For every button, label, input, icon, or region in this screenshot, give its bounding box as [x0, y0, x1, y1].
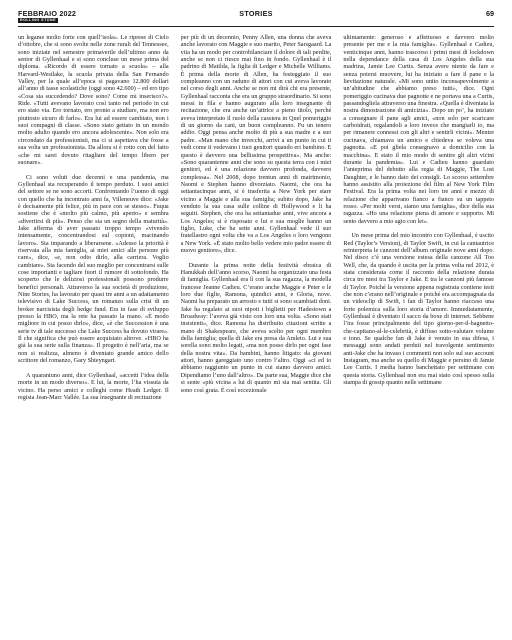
paragraph: un legame molto forte con quell’isola». Le riprese di Cielo d’ottobre, che si sono svolte nelle zone rurali del Tennessee, sono iniziate nel semestre primaverile dell’ultimo anno da senior di Gyllenhaal e si sono concluse un mese prima del diploma. «Ricordo di essere tornato a scuola» – alla Harvard-Westlake, la scuola privata della San Fernando Valley, per la quale all’epoca si pagavano 12.800 dollari all’anno di tasse scolastiche (oggi sono 42.600) – ed ero tipo «Cosa sta succedendo? Dove sono? Come mi inserisco?». Ride. «Tutti avevano lavorato così tanto nel periodo in cui ero stato via. Ero tornato, ero pronto a studiare, ma non ero piuttosto sicuro di farlo». Era lui ad essere cambiato, non i suoi compagni di classe. «Sono stato gettato in un mondo molto adulto quando ero ancora adolescente». Non solo era circondato da professionisti, ma ci si aspettava che fosse a sua volta un professionista. Da allora si è rotto con del fatto «che mi sarei dovuto ritagliare del tempo libero per suonare». — [18, 34, 169, 166]
page-header — [18, 8, 494, 27]
issue-date: FEBBRAIO 2022 — [18, 9, 77, 18]
paragraph: per più di un decennio, Penny Allen, una donna che aveva anche lavorato con Maggie e suo marito, Peter Sarsgaard. La vita ha un modo per controbilanciare il dolore di tali perdite, anche se non ci riesce mai fino in fondo. Gyllenhaal è il padrino di Matilda, la figlia di Ledger e Michelle Williams. È prima della morte di Allen, ha festeggiato il suo compleanno con un raduno di attori con cui aveva lavorato nel corso degli anni. Anche se non mi dirà chi era presente, Gyllenhaal racconta che era un gruppo straordinario. Si sono messi in fila e hanno augurato alla loro insegnante di recitazione, che era anche un’attrice a pieno titolo, perché aveva interpretato il ruolo della cassiera in Quel pomeriggio di un giorno da cani, un buon compleanno. Fu un tenero addio. Oggi pensa anche molto di più a sua madre e a suo padre. «Man mano che invecchi, arrivi a un punto in cui ti vedi come ti vedevano i tuoi genitori quando eri bambino. E questo è davvero una bellissima prospettiva». Ma anche: «Sono quarantenne anni che sono su questa terra con i miei genitori, ed è una relazione davvero profonda, davvero complessa». Nel 2008, dopo trentun anni di matrimonio, Naomi e Stephen hanno divorziato. Naomi, che ora ha settantacinque anni, si è trasferita a New York per stare vicino a Maggie e alla sua famiglia; subito dopo, Jake ha venduto la sua casa sulle colline di Hollywood e li ha seguiti. Stephen, che ora ha settantadue anni, vive ancora a Los Angeles; si è risposato e lui e sua moglie hanno un figlio, Luke, che ha sette anni. Gyllenhaal vede il suo fratellastro ogni volta che va a Los Angeles o loro vengono a New York. «È stato molto bello vedere mio padre essere di nuovo genitore», dice. — [180, 34, 332, 254]
section-title: STORIES — [239, 9, 273, 18]
paragraph: Durante la prima notte della festività ebraica di Hanukkah dell’anno scorso, Naomi ha organizzato una festa di famiglia. Gyllenhaal era lì con la sua ragazza, la modella francese Jeanne Cadieu. C’erano anche Maggie e Peter e le loro due figlie, Ramona, quindici anni, e Gloria, nove. Naomi ha preparato un arrosto e tutti si sono scambiati doni. Jake ha regalato ai suoi nipoti i biglietti per Hadestown a Broadway: l’aveva già visto con loro una volta. «Sono stati insistenti», dice. Ramona ha distribuito citazioni scritte a mano di Shakespeare, che aveva scelto per ogni membro della famiglia; quella di Jake era presa da Amleto. Lui e sua sorella sono molto legati, «ma non posso dirlo per ogni fase della nostra vita». Da bambini, hanno litigato: da giovani attori, hanno gareggiato uno contro l’altro. Oggi «ci ed io abbiamo raggiunto un punto in cui siamo davvero amici. Dipendiamo l’uno dall’altro». Da parte sua, Maggie dice che si sente «più vicina a lui di quanto mi sia mai sentita. Gli sono così grata. È così eccezionale — [180, 261, 332, 394]
page-number: 69 — [486, 9, 494, 18]
text-column-2 — [181, 34, 332, 630]
text-column-1 — [18, 34, 169, 630]
paragraph: ultimamente: generoso e affettuoso e davvero molto presente per me e la mia famiglia». Gyllenhaal e Cadieu, venticinque anni, hanno trascorso i primi mesi di lockdown nella dependance della casa di Los Angeles della sua madrina, Jamie Lee Curtis. Senza avere niente da fare e senza potersi muovere, lui ha iniziato a fare il pane e la lievitazione naturale. «Mi sono unito inconsapevolmente a un’abitudine che abbiamo preso tutti», dice. Ogni pomeriggio cucinava due pagnotte e ne portava una a Curtis, passandogliela attraverso una finestra. «Quella è diventata la nostra dimostrazione di amicizia». Dopo un po’, ha iniziato a consegnare il pane agli amici, «non solo per scaricare carboidrati, regalandoli a loro invece che mangiarli io, ma per rimanere connessi con gli altri e sentirli vicini». Mentre cucinava, chiamava un amico e chiedeva se voleva una pagnotta. «E poi gliela consegnavo a domicilio con la macchina». E stato il mio modo di sentire gli altri vicini durante la pandemia». Lui e Cadieu hanno guardato l’anteprima del debutto alla regia di Maggie, The Lost Daughter, e le hanno dato dei consigli. Lo scorso settembre hanno assistito alla proiezione del film al New York Film Festival. Era la prima volta nei loro tre anni e mezzo di relazione che apparivano fianco a fianco su un tappeto rosso. «Per molti versi, siamo una famiglia», dice della sua ragazza. «Ho una relazione piena di amore e supporto. Mi sento davvero a mio agio con lei». — [343, 34, 495, 225]
magazine-logo: ROLLING STONE — [20, 18, 56, 22]
text-column-3 — [343, 34, 494, 630]
paragraph: Ci sono voluti due decenni e una pandemia, ma Gyllenhaal sta recuperando il tempo perduto. I suoi amici del settore se ne sono accorti. Confrontando l’uomo di oggi con quello che ha incontrato anni fa, Villeneuve dice: «Jake è decisamente più felice, più in pace con se stesso». Fuqua sostiene che è «molto più calmo, più aperto» e sembra «divertirsi di più». Penso che sia un segno della maturità». Jake afferma di aver passato troppo tempo «vivendo intensamente, concentrandosi sul copioni, macinando lavoro». Sta imparando a liberarsene. «Adesso la priorità è riservata alla mia famiglia, ai miei amici alle persone più care», dice, «e, non odio dirlo, alla carriera. Voglio cambiare». Sta facendo del suo meglio per concentrarsi sulle cose importanti e tagliare fuori il rumore di sottofondo. Ha scoperto che le deliziosi professionali possono produrre benefici personali. Attraverso la sua società di produzione, Nine Stories, ha lavorato per quasi tre anni a un adattamento televisivo di Lake Success, un romanzo sulla crisi di un broker narcisista degli hedge fund. Era in fase di sviluppo presso la HBO, ma la rete ha passato la mano. «È modo migliore in cui posso dirlo», dice, «è che Succession è una serie tv di tale successo che Lake Success ha dovuto virare». Il che significa che può essere acquistato altrove. «HBO ha già la sua serie sulla finanza». Il progetto è nell’aria, ma se non si realizza, almeno è diventato grande amico dello scrittore del romanzo, Gary Shteyngart. — [18, 173, 169, 365]
paragraph: A quarantuno anni, dice Gyllenhaal, «accetti l’idea della morte in un modo diverso». E lui, la morte, l’ha vissuta da vicino. Ha perso amici e colleghi come Heath Ledger. Il regista Jean-Marc Vallée. La sua insegnante di recitazione — [18, 371, 169, 401]
article-body — [18, 34, 494, 630]
paragraph: Un mese prima del mio incontro con Gyllenhaal, è uscito Red (Taylor’s Version), di Taylor Swift, in cui la cantautrice reinterpreta le canzoni dell’album originale nove anni dopo. Nel disco c’è una versione estesa della canzone All Too Well, che, da quando è uscita per la prima volta nel 2012, è stata considerata come il racconto della relazione durata circa tre mesi tra Taylor e Jake. E tra le canzoni più famose di Taylor. Poiché la versione appena registrata contiene testi che non c’erano nell’originale e poiché era accompagnata da un videoclip di Swift, i fan di Taylor hanno riacceso una forte polemica sulla loro storia d’amore. Immediatamente, Gyllenhaal è diventato il sacco da boxe di internet. Sebbene l’ira fosse principalmente del tipo giorno-per-il-bagnetto-che-capitano-al-le-celebrità, è diffuso sotto-valutare volume e tono. Se qualche fan di Jake è venuto in sua difesa, i messaggi sono andati perduti nel travolgente sentimento anti-Jake che ha invaso i commenti non solo sul suo account Instagram, ma anche su quello di Maggie e persino di Jamie Lee Curtis. I media hanno banchettato per settimane con questa storia. Gyllenhaal non era mai stato così spesso sulla stampa di gossip quanto nelle settimane — [343, 232, 495, 387]
